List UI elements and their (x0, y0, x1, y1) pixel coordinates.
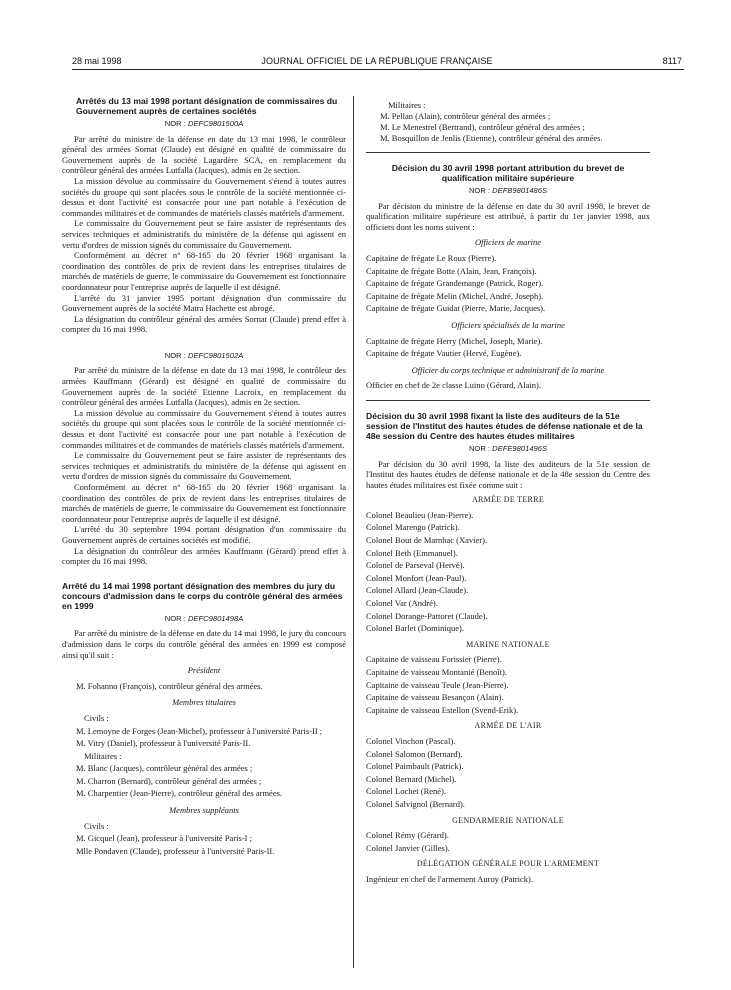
officer-list-marine (366, 252, 650, 315)
branch-heading: GENDARMERIE NATIONALE (452, 815, 564, 825)
auditor-entry: Capitaine de vaisseau Estellon (Svend-Erik). (366, 704, 519, 715)
jury-member: M. Gicquel (Jean), professeur à l'université Paris-I ; (76, 833, 252, 844)
jury-member: M. Vitry (Daniel), professeur à l'université Paris-II. (76, 738, 251, 749)
paragraph: Conformément au décret n° 68-165 du 20 février 1968 organisant la coordination des contrôles de prix de revient dans les entreprises titulaires de marchés de matériels de guerre, le commissaire du Gouvernement est fonctionnaire coordonnateur pour l'entreprise auprès de laquelle il est désigné. (62, 482, 346, 524)
officer-entry: Capitaine de frégate Le Roux (Pierre). (366, 252, 497, 263)
auditor-entry: Ingénieur en chef de l'armement Auroy (Patrick). (366, 873, 533, 884)
jury-member: M. Blanc (Jacques), contrôleur général des armées ; (76, 763, 253, 774)
paragraph: La désignation du contrôleur général des armées Sornat (Claude) prend effet à compter du 16 mai 1998. (62, 313, 346, 335)
paragraph: Par arrêté du ministre de la défense en date du 13 mai 1998, le contrôleur général des armées Sornat (Claude) est désigné en qualité de commissaire du Gouvernement auprès de la société Lagardère SCA, en remplacement du contrôleur général des armées Lutfalla (Jacques), admis en 2e section. (62, 133, 346, 176)
paragraph: Conformément au décret n° 68-165 du 20 février 1968 organisant la coordination des contrôles de prix de revient dans les entreprises titulaires de marchés de matériels de guerre, le commissaire du Gouvernement est fonctionnaire coordonnateur pour l'entreprise auprès de laquelle il est désigné. (62, 250, 346, 292)
group-label: Militaires : (84, 750, 122, 761)
auditor-entry: Colonel de Parseval (Hervé). (366, 560, 465, 571)
jury-member: M. Lemoyne de Forges (Jean-Michel), professeur à l'université Paris-II ; (76, 725, 323, 736)
auditor-entry: Colonel Beaulieu (Jean-Pierre). (366, 509, 474, 520)
nor-reference: NOR : DEFB9801486S (468, 186, 548, 195)
auditor-entry: Colonel Allard (Jean-Claude). (366, 585, 469, 596)
column-divider (353, 96, 354, 968)
paragraph: Le commissaire du Gouvernement peut se faire assister de représentants des services techniques et administratifs du ministère de la défense qui agissent en vertu d'ordres de mission signés du commissaire du Gouvernement. (62, 450, 346, 482)
paragraph: Le commissaire du Gouvernement peut se faire assister de représentants des services techniques et administratifs du ministère de la défense qui agissent en vertu d'ordres de mission signés du commissaire du Gouvernement. (62, 218, 346, 250)
officer-entry: Capitaine de frégate Vautier (Hervé, Eugène). (366, 348, 522, 359)
paragraph: La mission dévolue au commissaire du Gouvernement s'étend à toutes autres sociétés du groupe qui sont placées sous le contrôle de la société mentionnée ci-dessus et dont l'activité est consacrée pour une part notable à l'exécution de commandes militaires et de commandes de matériels classés matériels d'armement. (62, 407, 346, 450)
auditor-entry: Colonel Lochet (René). (366, 786, 447, 797)
section-subheading: Président (187, 665, 221, 676)
auditor-entry: Colonel Salomon (Bernard). (366, 748, 463, 759)
auditor-entry: Colonel Monfort (Jean-Paul). (366, 572, 467, 583)
jury-member: M. Bosquillon de Jenlis (Etienne), contrôleur général des armées. (380, 133, 603, 143)
section-subheading: Officier du corps technique et administratif de la marine (411, 364, 605, 375)
decision-title: Décision du 30 avril 1998 portant attribution du brevet de qualification militaire supérieure (391, 163, 625, 183)
branch-heading: MARINE NATIONALE (466, 639, 550, 649)
paragraph: Par arrêté du ministre de la défense en date du 13 mai 1998, le contrôleur des armées Kauffmann (Gérard) est désigné en qualité de commissaire du Gouvernement auprès de la société Etienne Lacroix, en remplacement du contrôleur général des armées Lutfalla (Jacques), admis en 2e section. (62, 365, 346, 408)
auditor-entry: Colonel Bernard (Michel). (366, 773, 457, 784)
auditor-entry: Capitaine de vaisseau Teule (Jean-Pierre). (366, 679, 509, 690)
auditor-entry: Colonel Vinchon (Pascal). (366, 735, 456, 746)
article-title: Arrêtés du 13 mai 1998 portant désignation de commissaires du Gouvernement auprès de certaines sociétés (76, 96, 338, 116)
header-rule (72, 69, 684, 70)
auditor-entry: Capitaine de vaisseau Montanié (Benoît). (366, 667, 507, 677)
jury-member: M. Charpentier (Jean-Pierre), contrôleur général des armées. (76, 788, 283, 799)
auditor-entry: Colonel Rémy (Gérard). (366, 830, 449, 841)
paragraph: L'arrêté du 30 septembre 1994 portant désignation d'un commissaire du Gouvernement auprès de certaines sociétés est modifié. (62, 524, 346, 545)
jury-member: Mlle Pondaven (Claude), professeur à l'université Paris-II. (76, 845, 275, 856)
auditor-entry: Colonel Bout de Marnhac (Xavier). (366, 535, 488, 546)
auditor-entry: Colonel Dorange-Pattoret (Claude). (366, 610, 488, 621)
officer-entry: Capitaine de frégate Guidat (Pierre, Marie, Jacques). (366, 303, 546, 314)
right-column (366, 100, 650, 886)
paragraph: Par arrêté du ministre de la défense en date du 14 mai 1998, le jury du concours d'admission dans le corps du contrôle général des armées en 1999 est composé ainsi qu'il suit : (62, 628, 346, 660)
branch-heading: DÉLÉGATION GÉNÉRALE POUR L'ARMEMENT (416, 859, 600, 869)
paragraph: La mission dévolue au commissaire du Gouvernement s'étend à toutes autres sociétés du groupe qui sont placées sous le contrôle de la société mentionnée ci-dessus et dont l'activité est consacrée pour une part notable à l'exécution de commandes militaires et de commandes de matériels classés matériels d'armement. (62, 175, 346, 218)
auditor-entry: Colonel Janvier (Gilles). (366, 842, 450, 853)
auditor-entry: Capitaine de vaisseau Besançon (Alain). (366, 692, 504, 703)
section-subheading: Officiers de marine (474, 237, 542, 248)
paragraph: Par décision du 30 avril 1998, la liste des auditeurs de la 51e session de l'Institut des hautes études de défense nationale et de la 48e session du Centre des hautes études militaires est fixée comme suit : (366, 458, 650, 490)
paragraph: La désignation du contrôleur des armées Kauffmann (Gérard) prend effet à compter du 16 mai 1998. (62, 545, 346, 567)
auditor-entry: Colonel Beth (Emmanuel). (366, 547, 458, 558)
jury-member: M. Fohanno (François), contrôleur général des armées. (76, 680, 263, 691)
auditor-entry: Colonel Marengo (Patrick). (366, 522, 460, 533)
branch-heading: ARMÉE DE L'AIR (474, 721, 542, 731)
section-rule (366, 400, 650, 401)
auditor-entry: Colonel Paimbault (Patrick). (366, 761, 464, 772)
paragraph: Par décision du ministre de la défense en date du 30 avril 1998, le brevet de qualification militaire supérieure est attribué, à partir du 1er janvier 1998, aux officiers dont les noms suivent : (366, 200, 650, 232)
header-page-number: 8117 (662, 56, 682, 66)
header-date: 28 mai 1998 (72, 56, 122, 66)
article-title: Arrêté du 14 mai 1998 portant désignation des membres du jury du concours d'admission dans le corps du contrôle général des armées en 1999 (62, 580, 343, 611)
group-label: Civils : (84, 820, 109, 831)
auditor-entry: Colonel Barlet (Dominique). (366, 623, 464, 634)
header-journal-title: JOURNAL OFFICIEL DE LA RÉPUBLIQUE FRANÇAISE (261, 56, 493, 66)
section-subheading: Membres titulaires (172, 697, 236, 708)
decision-title: Décision du 30 avril 1998 fixant la liste des auditeurs de la 51e session de l'Institut des hautes études de défense nationale et de la 48e session du Centre des hautes études militaires (366, 410, 643, 441)
group-label: Civils : (84, 712, 109, 723)
officer-entry: Capitaine de frégate Herry (Michel, Joseph, Marie). (366, 335, 543, 346)
section-subheading: Officiers spécialisés de la marine (451, 319, 565, 330)
nor-reference: NOR : DEFE9801496S (468, 443, 548, 453)
jury-member: M. Charron (Bernard), contrôleur général des armées ; (76, 775, 262, 786)
branch-heading: ARMÉE DE TERRE (471, 495, 545, 505)
auditor-entry: Colonel Var (André). (366, 598, 438, 609)
jury-member: M. Le Menestrel (Bertrand), contrôleur général des armées ; (380, 122, 585, 132)
officer-entry: Officier en chef de 2e classe Luino (Gérard, Alain). (366, 380, 541, 391)
nor-reference: NOR : DEFC9801498A (164, 613, 244, 623)
section-subheading: Membres suppléants (169, 805, 239, 816)
officer-entry: Capitaine de frégate Melin (Michel, André, Joseph). (366, 290, 544, 301)
page-header (72, 56, 682, 68)
auditor-entry: Colonel Salvignol (Bernard). (366, 798, 465, 809)
jury-member: M. Pellan (Alain), contrôleur général des armées ; (380, 111, 551, 121)
paragraph: L'arrêté du 31 janvier 1995 portant désignation d'un commissaire du Gouvernement auprès de la société Matra Hachette est abrogé. (62, 292, 346, 314)
auditor-entry: Capitaine de vaisseau Forissier (Pierre). (366, 654, 502, 665)
officer-entry: Capitaine de frégate Botte (Alain, Jean, François). (366, 265, 537, 276)
left-column (62, 96, 346, 857)
nor-reference: NOR : DEFC9801500A (164, 119, 244, 128)
group-label: Militaires : (388, 100, 426, 110)
section-rule (366, 152, 650, 153)
nor-reference: NOR : DEFC9801502A (164, 350, 244, 360)
officer-entry: Capitaine de frégate Grandemange (Patrick, Roger). (366, 278, 544, 289)
